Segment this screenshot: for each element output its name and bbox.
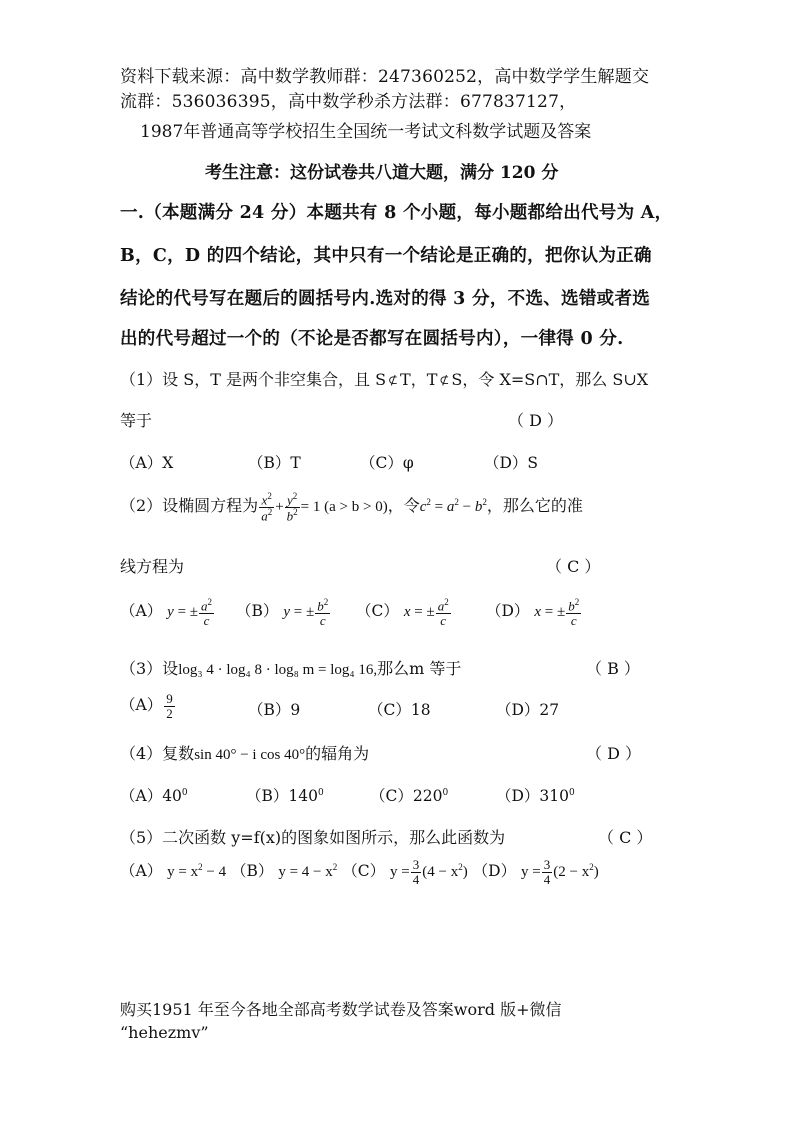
q3-stem-a: （3）设 (120, 659, 179, 678)
q4-option-a: $(A)40^0$ (120, 787, 188, 805)
q1-stem-line-2: 等于 (120, 411, 153, 430)
q2-option-a: （A） y = ± $\frac{a^2}{c}$ (120, 597, 213, 628)
q5-stem: （5）二次函数 y=f(x)的图象如图所示，那么此函数为 (120, 828, 506, 847)
q1-option-d: （D）S (484, 454, 539, 472)
section1-line-4: 出的代号超过一个的（不论是否都写在圆括号内），一律得 0 分. (120, 329, 624, 349)
source-line-1: 资料下载来源：高中数学教师群：247360252，高中数学学生解题交 (120, 67, 650, 87)
q4-option-b: $(B)140^0$ (246, 787, 324, 805)
complex-expression: sin 40° − i cos 40° (194, 747, 306, 763)
q4-option-c: $(C)220^0$ (370, 787, 449, 805)
q4-answer: （ D ） (586, 744, 642, 763)
q3-option-d: （D）27 (496, 701, 560, 719)
q3-option-a: （A） $\frac{9}{2}$ (120, 691, 173, 721)
q3-stem (120, 656, 461, 679)
q1-stem-a: （1）设 S，T 是两个非空集合，且 S (120, 370, 387, 389)
section1-line-2: B，C，D 的四个结论，其中只有一个结论是正确的，把你认为正确 (120, 246, 652, 266)
q5-option-a: （A） $y = x^2 - 4$ (120, 861, 227, 880)
q4-stem (120, 741, 369, 764)
q1-option-a: （A）X (120, 454, 174, 472)
q5-option-c: （C） y = $\frac{3}{4}$ $(4 - x^2)$ (342, 857, 468, 887)
source-line-2: 流群：536036395，高中数学秒杀方法群：677837127， (120, 92, 577, 112)
q3-stem-b: 那么m 等于 (377, 659, 462, 678)
q1-stem-b: T，T (400, 370, 438, 389)
q1-answer: （ D ） (508, 411, 564, 430)
section1-line-3: 结论的代号写在题后的圆括号内.选对的得 3 分，不选、选错或者选 (120, 289, 651, 309)
q5-option-b: （B） $y = 4 - x^2$ (231, 861, 338, 880)
section1-line-1: 一.（本题满分 24 分）本题共有 8 个小题，每小题都给出代号为 A， (120, 203, 673, 223)
q2-stem-line-2: 线方程为 (120, 557, 185, 576)
c-definition: $c^2 = a^2 - b^2$ (419, 496, 487, 515)
q2-option-d: （D） x = ± $\frac{b^2}{c}$ (486, 597, 580, 628)
q5-option-d: （D） y = $\frac{3}{4}$ $(2 - x^2)$ (472, 857, 599, 887)
page-title: 1987年普通高等学校招生全国统一考试文科数学试题及答案 (140, 122, 592, 142)
q3-answer: （ B ） (586, 659, 640, 678)
log-expression: log₃ 4 · log₄ 8 · log₈ m = log₄ 16, (178, 662, 378, 678)
exam-notice: 考生注意：这份试卷共八道大题，满分 120 分 (205, 163, 559, 183)
not-subset-symbol: ⊄ (439, 373, 450, 387)
q2-stem-a: （2）设椭圆方程为 (120, 495, 259, 515)
q3-option-c: （C）18 (368, 701, 431, 719)
q2-stem-b: ，令 (387, 495, 420, 515)
q2-stem (120, 492, 583, 523)
q2-option-b: （B） y = ± $\frac{b^2}{c}$ (236, 597, 329, 628)
ellipse-equation: $\frac{x^2}{a^2}$ + $\frac{y^2}{b^2}$ = 1 (a > b > 0) (261, 491, 388, 524)
not-subset-symbol: ⊄ (388, 373, 399, 387)
footer-line-2: “hehezmv” (120, 1023, 209, 1042)
q4-stem-b: 的辐角为 (305, 744, 370, 763)
q2-option-c: （C） x = ± $\frac{a^2}{c}$ (356, 597, 449, 628)
footer-line-1: 购买1951 年至今各地全部高考数学试卷及答案word 版+微信 (120, 1000, 562, 1019)
q1-stem (120, 367, 648, 390)
q1-stem-c: S，令 X=S∩T，那么 S∪X (451, 370, 649, 389)
q1-option-b: （B）T (248, 454, 301, 472)
q5-answer: （ C ） (598, 828, 653, 847)
q1-option-c: （C）φ (360, 454, 414, 472)
q4-stem-a: （4）复数 (120, 744, 195, 763)
q2-stem-c: ，那么它的准 (486, 495, 583, 515)
ellipse-condition: (a > b > 0) (324, 498, 388, 515)
q2-answer: （ C ） (546, 557, 601, 576)
q4-option-d: $(D)310^0$ (496, 787, 575, 805)
q5-options (120, 858, 599, 886)
q3-option-b: （B）9 (248, 701, 301, 719)
